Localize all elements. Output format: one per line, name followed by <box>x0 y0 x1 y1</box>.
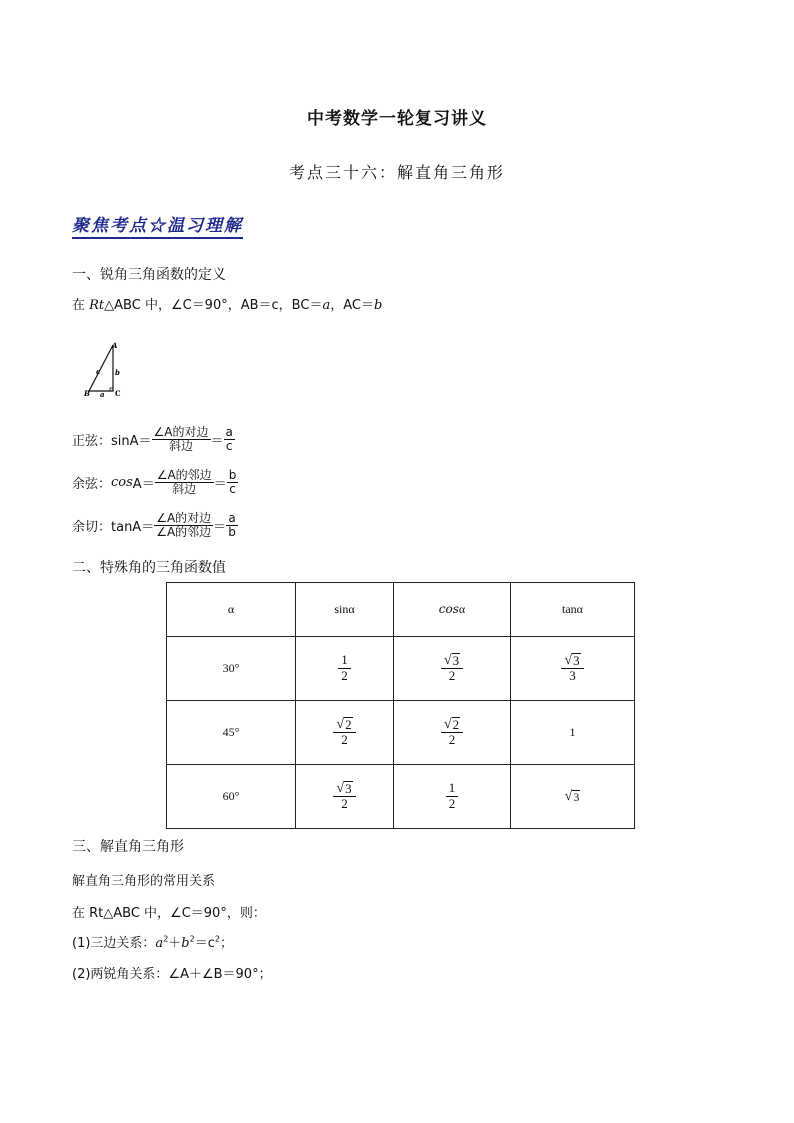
sin-60-radicand: 3 <box>345 780 352 796</box>
triangle-shape <box>89 345 113 391</box>
sine-numerator: ∠A的对边 <box>153 425 209 439</box>
table-row <box>167 765 635 829</box>
cosine-label: 余弦： <box>72 476 112 492</box>
intro-text-2: △ABC 中，∠C＝90°，AB＝c，BC＝ <box>104 298 323 313</box>
header-alpha: α <box>167 583 296 637</box>
table-row <box>167 701 635 765</box>
tangent-definition <box>72 512 238 538</box>
tangent-ratio <box>226 512 238 538</box>
sin-45-den: 2 <box>341 732 348 748</box>
right-triangle-diagram <box>82 340 132 400</box>
sine-definition <box>72 426 235 452</box>
table-row <box>167 637 635 701</box>
rel1-a-exp: 2 <box>163 934 169 944</box>
rel1-b: b <box>181 936 190 951</box>
sqrt-icon: √ 3 <box>564 789 580 804</box>
sqrt-icon: √ 3 <box>336 780 352 797</box>
table-header-row <box>167 583 635 637</box>
intro-text-3: ，AC＝ <box>330 298 374 313</box>
cosine-definition <box>72 469 238 495</box>
intro-rt: Rt <box>89 298 105 313</box>
intro-text-1: 在 <box>72 298 90 313</box>
cos-60-den: 2 <box>448 795 456 811</box>
angle-cell: 45° <box>167 701 296 765</box>
cosine-ratio-num: b <box>228 468 237 482</box>
page-title: 中考数学一轮复习讲义 <box>307 109 487 129</box>
sine-ratio-num: a <box>225 425 233 439</box>
tangent-ratio-den: b <box>228 524 236 539</box>
section3-subheading: 解直角三角形的常用关系 <box>72 874 216 889</box>
intro-b: b <box>373 298 383 313</box>
tangent-numerator: ∠A的对边 <box>156 511 212 525</box>
sin-60-fraction <box>333 781 355 812</box>
cosine-fn: cos <box>111 474 133 490</box>
tan-30-cell <box>511 637 635 701</box>
intro-a: a <box>322 298 331 313</box>
sine-fraction <box>152 426 211 452</box>
focus-banner: 聚焦考点☆温习理解 <box>72 211 243 239</box>
section3-heading: 三、解直角三角形 <box>72 839 184 855</box>
sine-ratio <box>224 426 235 452</box>
two-angles-relation: (2)两锐角关系：∠A＋∠B＝90°； <box>72 967 272 982</box>
special-angles-table <box>166 582 635 829</box>
rel1-eq: ＝c <box>194 936 215 951</box>
section3-intro: 在 Rt△ABC 中，∠C＝90°，则： <box>72 906 266 921</box>
sin-30-fraction <box>338 653 351 683</box>
sin-30-num: 1 <box>338 653 351 668</box>
cos-30-radicand: 3 <box>452 652 460 668</box>
sqrt-icon: √ 3 <box>443 652 460 669</box>
header-tan: tanα <box>511 583 635 637</box>
sine-equals: ＝ <box>210 433 224 449</box>
rel1-a: a <box>155 936 164 951</box>
rel1-c-exp: 2 <box>214 934 220 944</box>
tan-60-radicand: 3 <box>573 789 580 804</box>
section1-heading: 一、锐角三角函数的定义 <box>72 267 226 283</box>
cos-30-cell <box>394 637 511 701</box>
cosine-denominator: 斜边 <box>172 481 197 496</box>
rel1-prefix: (1)三边关系： <box>72 936 156 951</box>
cos-30-den: 2 <box>448 668 456 684</box>
sin-30-cell <box>296 637 394 701</box>
vertex-b-label: B <box>84 389 90 398</box>
tangent-ratio-num: a <box>226 512 238 526</box>
cos-60-cell <box>394 765 511 829</box>
cos-45-den: 2 <box>448 732 456 748</box>
header-cos <box>394 583 511 637</box>
sine-denominator: 斜边 <box>169 438 194 453</box>
rel1-plus: ＋ <box>168 936 182 951</box>
tan-60-cell <box>511 765 635 829</box>
sqrt-icon: √ 3 <box>564 652 580 669</box>
tan-30-fraction <box>561 653 583 684</box>
vertex-c-label: C <box>115 389 121 398</box>
angle-cell: 60° <box>167 765 296 829</box>
tan-45-cell: 1 <box>511 701 635 765</box>
sine-ratio-den: c <box>225 438 233 453</box>
cosine-ratio-den: c <box>229 481 236 496</box>
sin-45-radicand: 2 <box>345 716 352 732</box>
cosine-fraction <box>155 469 214 495</box>
cos-60-num: 1 <box>446 781 459 796</box>
cos-30-fraction <box>441 653 463 684</box>
sin-60-cell <box>296 765 394 829</box>
sine-label: 正弦：sinA＝ <box>72 433 152 449</box>
tangent-denominator: ∠A的邻边 <box>156 524 212 539</box>
sin-30-den: 2 <box>341 667 348 683</box>
section1-intro <box>72 294 382 313</box>
sin-45-cell <box>296 701 394 765</box>
page-subtitle: 考点三十六：解直角三角形 <box>288 163 505 182</box>
side-b-label: b <box>115 368 120 377</box>
vertex-a-label: A <box>112 341 118 350</box>
rel1-end: ； <box>219 936 233 951</box>
tangent-fraction <box>154 512 213 538</box>
cosine-numerator: ∠A的邻边 <box>156 468 212 482</box>
cos-60-fraction <box>446 781 459 811</box>
header-cos-fn: cos <box>438 602 459 616</box>
side-c-label: c <box>96 367 101 376</box>
header-sin: sinα <box>296 583 394 637</box>
header-cos-var: α <box>458 602 466 616</box>
three-sides-relation <box>72 932 233 951</box>
side-a-label: a <box>100 390 105 399</box>
sin-60-den: 2 <box>341 796 348 812</box>
tangent-equals: ＝ <box>213 519 227 535</box>
rel1-b-exp: 2 <box>189 934 195 944</box>
cos-45-fraction <box>441 717 463 748</box>
cos-45-radicand: 2 <box>452 716 460 732</box>
sqrt-icon: √ 2 <box>336 716 352 733</box>
cos-45-cell <box>394 701 511 765</box>
section2-heading: 二、特殊角的三角函数值 <box>72 560 226 576</box>
tan-30-den: 3 <box>569 668 576 684</box>
cosine-equals: ＝ <box>213 476 227 492</box>
cosine-label-2: A＝ <box>132 476 155 492</box>
cosine-ratio <box>227 469 239 495</box>
sin-45-fraction <box>333 717 355 748</box>
tan-30-radicand: 3 <box>573 652 580 668</box>
sqrt-icon: √ 2 <box>443 716 460 733</box>
tangent-label: 余切：tanA＝ <box>72 519 155 535</box>
angle-cell: 30° <box>167 637 296 701</box>
